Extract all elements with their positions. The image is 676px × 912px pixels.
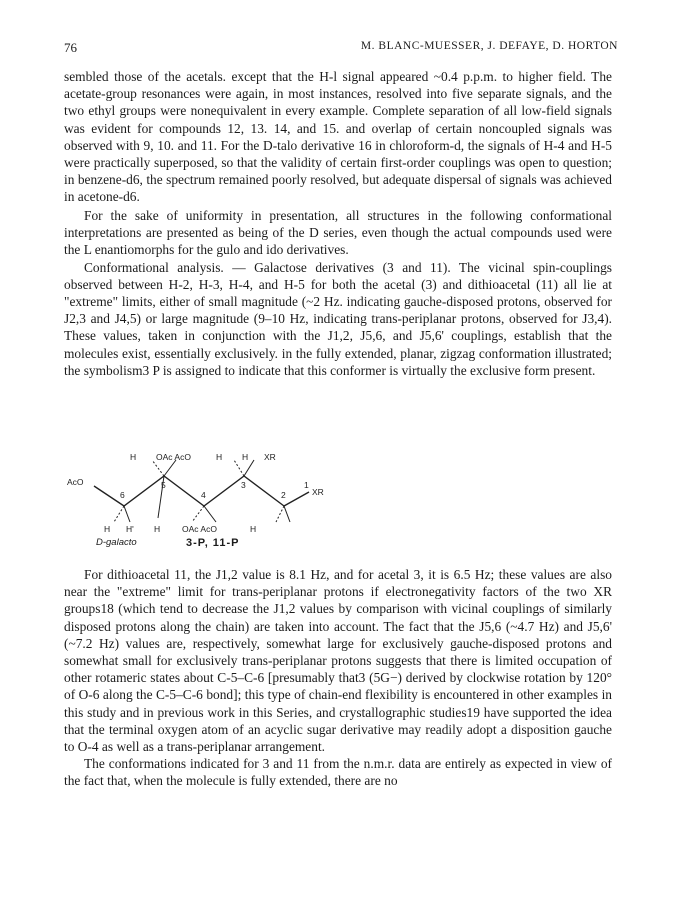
paragraph-3-text: For dithioacetal 11, the J1,2 value is 8.1 Hz, and for acetal 3, it is 6.5 Hz; these values are also near the "extreme" limit for trans-periplanar protons if electronegativity factors of the two XR groups18 (which tend to decrease the J1,2 values by comparison with vicinal couplings of similarly disposed protons along the chain) are taken into account. The fact that the J5,6 (~4.7 Hz) and J5,6' (~7.2 Hz) values are, respectively, somewhat large for exclusively gauche-disposed protons and somewhat small for exclusively trans-periplanar protons suggests that there is limited occupation of other rotameric states about C-5–C-6 [presumably that3 (5G−) derived by clockwise rotation by 120° of O-6 along the C-5–C-6 bond]; this type of chain-end flexibility is encountered in other examples in this study and in previous work in this Series, and crystallographic studies19 have supported the idea that the terminal oxygen atom of an acyclic sugar derivative may readily adopt a disposition gauche to O-4 as well as a trans-periplanar arrangement. bbox=[64, 567, 612, 755]
top-label-3: H bbox=[216, 452, 223, 462]
bottom-label-4: OAc AcO bbox=[182, 524, 217, 534]
bond bbox=[234, 460, 244, 476]
paragraph-3 bbox=[64, 566, 612, 790]
figure-caption-series: D-galacto bbox=[96, 537, 137, 548]
left-label: AcO bbox=[67, 477, 84, 487]
bottom-label-5: H bbox=[250, 524, 257, 534]
top-label-4: H bbox=[242, 452, 249, 462]
carbon-number-4: 4 bbox=[201, 490, 206, 500]
bond bbox=[124, 506, 130, 522]
paragraph-1-text: sembled those of the acetals. except that the H-l signal appeared ~0.4 p.p.m. to higher field. The acetate-group resonances were again, in most instances, resolved into five separate signals, and the two ethyl groups were nonequivalent in every example. Complete separation of all low-field signals was evident for compounds 12, 13. 14, and 15. and overlap of certain noncoupled signals was observed with 9, 10. and 11. For the D-talo derivative 16 in chloroform-d, the signals of H-4 and H-5 were practically superposed, so that the validity of certain first-order couplings was open to question; in benzene-d6, the spectrum remained poorly resolved, but adequate dispersal of signals was achieved in acetone-d6. bbox=[64, 69, 612, 205]
paragraph-conformational-analysis: Conformational analysis. — Galactose derivatives (3 and 11). The vicinal spin-couplings observed between H-2, H-3, H-4, and H-5 for both the acetal (3) and dithioacetal (11) all lie at "extreme" limits, either of small magnitude (~2 Hz. indicating gauche-disposed protons, observed for J2,3 and J4,5) or large magnitude (9–10 Hz, indicating trans-periplanar protons, observed for J3,4). These values, taken in conjunction with the J1,2, J5,6, and J5,6' couplings, establish that the molecules exist, essentially exclusively. in the fully extended, planar, zigzag conformation illustrated; the symbolism3 P is assigned to indicate that this conformer is virtually the exclusive form present. bbox=[64, 259, 612, 378]
paragraph-2 bbox=[64, 207, 612, 379]
bond bbox=[164, 460, 176, 476]
carbon-number-1: 1 bbox=[304, 480, 309, 490]
running-title: M. BLANC-MUESSER, J. DEFAYE, D. HORTON bbox=[360, 40, 618, 52]
top-label-5: XR bbox=[264, 452, 276, 462]
zigzag-chain-drawing bbox=[64, 452, 384, 536]
carbon-number-3: 3 bbox=[241, 480, 246, 490]
top-label-2: OAc AcO bbox=[156, 452, 191, 462]
bond bbox=[244, 460, 254, 476]
page-number: 76 bbox=[64, 40, 77, 55]
carbon-number-6: 6 bbox=[120, 490, 125, 500]
paragraph-1 bbox=[64, 68, 612, 206]
bottom-label-3: H bbox=[154, 524, 161, 534]
xr-bond bbox=[284, 492, 309, 506]
top-label-1: H bbox=[130, 452, 137, 462]
bond bbox=[152, 460, 164, 476]
right-label: XR bbox=[312, 487, 324, 497]
bond bbox=[192, 506, 204, 522]
paragraph-2-text: For the sake of uniformity in presentation, all structures in the following conformational interpretations are presented as being of the D series, even though the actual compounds used were the L enantiomorphs for the gulo and ido derivatives. bbox=[64, 208, 612, 258]
bond bbox=[276, 506, 284, 522]
bottom-label-1: H bbox=[104, 524, 111, 534]
bond bbox=[114, 506, 124, 522]
paragraph-4-text: The conformations indicated for 3 and 11 from the n.m.r. data are entirely as expected in view of the fact that, when the molecule is fully extended, there are no bbox=[64, 756, 612, 789]
bond bbox=[284, 506, 290, 522]
bond bbox=[204, 506, 216, 522]
figure-caption-compounds: 3-P, 11-P bbox=[186, 537, 240, 549]
carbon-number-2: 2 bbox=[281, 490, 286, 500]
bottom-label-2: H' bbox=[126, 524, 134, 534]
carbon-number-5: 5 bbox=[161, 480, 166, 490]
